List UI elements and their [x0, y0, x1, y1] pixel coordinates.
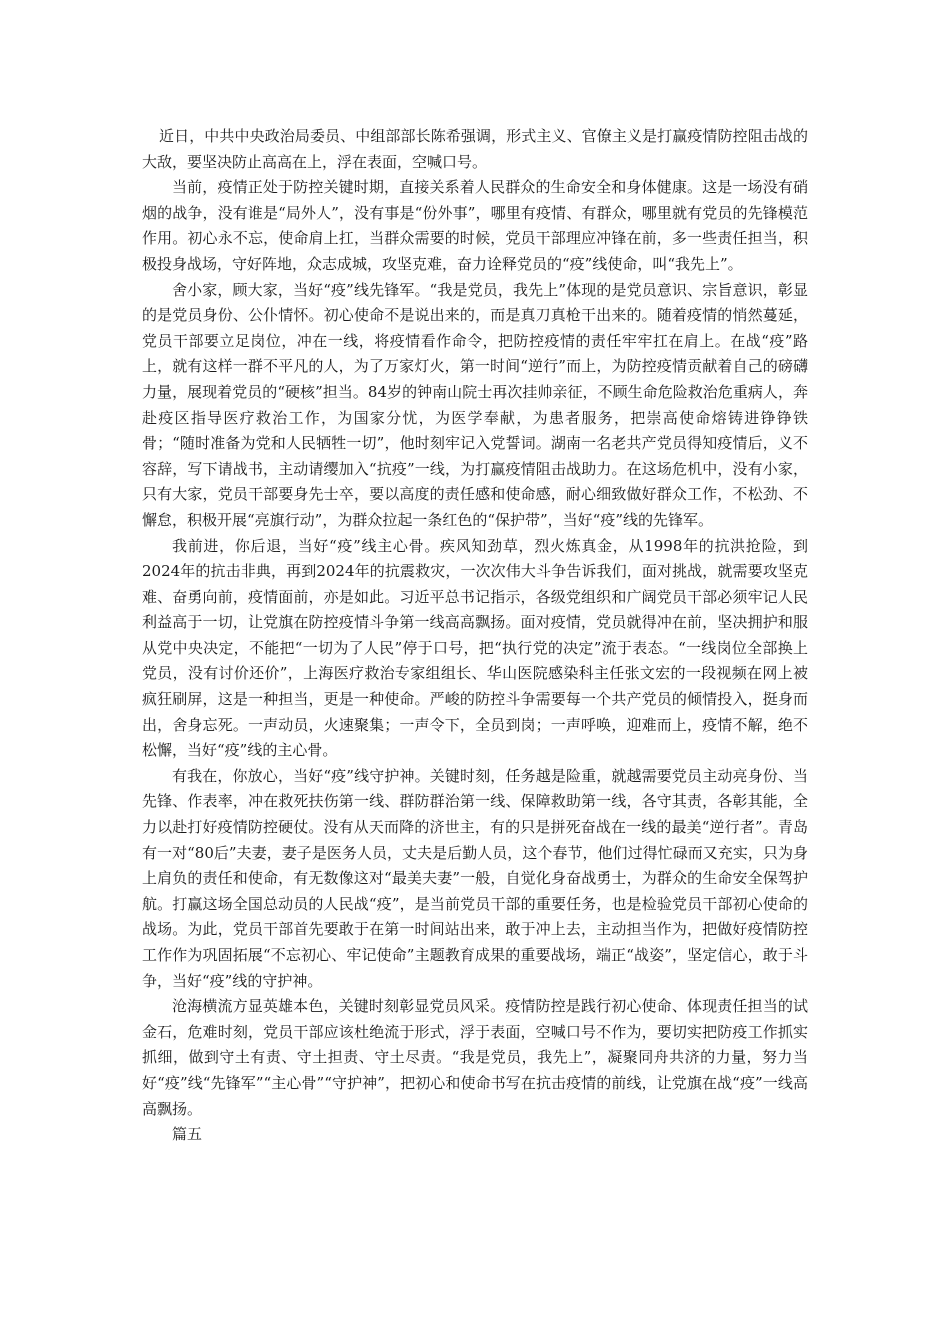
paragraph-backbone: 我前进，你后退，当好“疫”线主心骨。疾风知劲草，烈火炼真金，从1998年的抗洪抢险，到2024年的抗击非典，再到2024年的抗震救灾，一次次伟大斗争告诉我们，面对挑战，就需要攻坚克难、奋勇向前，疫情面前，亦是如此。习近平总书记指示，各级党组织和广阔党员干部必须牢记人民利益高于一切，让党旗在防控疫情斗争第一线高高飘扬。面对疫情，党员就得冲在前，坚决拥护和服从党中央决定，不能把“一切为了人民”停于口号，把“执行党的决定”流于表态。“一线岗位全部换上党员，没有讨价还价”，上海医疗救治专家组组长、华山医院感染科主任张文宏的一段视频在网上被疯狂刷屏，这是一种担当，更是一种使命。严峻的防控斗争需要每一个共产党员的倾情投入，挺身而出，舍身忘死。一声动员，火速聚集；一声令下，全员到岗；一声呼唤，迎难而上，疫情不解，绝不松懈，当好“疫”线的主心骨。: [142, 536, 808, 760]
paragraph-vanguard: 舍小家，顾大家，当好“疫”线先锋军。“我是党员，我先上”体现的是党员意识、宗旨意识，彰显的是党员身份、公仆情怀。初心使命不是说出来的，而是真刀真枪干出来的。随着疫情的悄然蔓延，党员干部要立足岗位，冲在一线，将疫情看作命令，把防控疫情的责任牢牢扛在肩上。在战“疫”路上，就有这样一群不平凡的人，为了万家灯火，第一时间“逆行”而上，为防控疫情贡献着自己的磅礴力量，展现着党员的“硬核”担当。84岁的钟南山院士再次挂帅亲征，不顾生命危险救治危重病人，奔赴疫区指导医疗救治工作，为国家分忧，为医学奉献，为患者服务，把崇高使命熔铸进铮铮铁骨；“随时准备为党和人民牺牲一切”，他时刻牢记入党誓词。湖南一名老共产党员得知疫情后，义不容辞，写下请战书，主动请缨加入“抗疫”一线，为打赢疫情阻击战助力。在这场危机中，没有小家，只有大家，党员干部要身先士卒，要以高度的责任感和使命感，耐心细致做好群众工作，不松劲、不懈怠，积极开展“亮旗行动”，为群众拉起一条红色的“保护带”，当好“疫”线的先锋军。: [142, 280, 808, 529]
document-page: [142, 124, 808, 1148]
paragraph-current-situation: 当前，疫情正处于防控关键时期，直接关系着人民群众的生命安全和身体健康。这是一场没有硝烟的战争，没有谁是“局外人”，没有事是“份外事”，哪里有疫情、有群众，哪里就有党员的先锋模范作用。初心永不忘，使命肩上扛，当群众需要的时候，党员干部理应冲锋在前，多一些责任担当，积极投身战场，守好阵地，众志成城，攻坚克难，奋力诠释党员的“疫”线使命，叫“我先上”。: [142, 178, 808, 273]
section-heading-next: 篇五: [172, 1125, 203, 1144]
paragraph-intro: 近日，中共中央政治局委员、中组部部长陈希强调，形式主义、官僚主义是打赢疫情防控阻击战的大敌，要坚决防止高高在上，浮在表面，空喊口号。: [142, 127, 808, 171]
paragraph-conclusion: 沧海横流方显英雄本色，关键时刻彰显党员风采。疫情防控是践行初心使命、体现责任担当的试金石，危难时刻，党员干部应该杜绝流于形式，浮于表面，空喊口号不作为，要切实把防疫工作抓实抓细，做到守土有责、守土担责、守土尽责。“我是党员，我先上”，凝聚同舟共济的力量，努力当好“疫”线“先锋军”“主心骨”“守护神”，把初心和使命书写在抗击疫情的前线，让党旗在战“疫”一线高高飘扬。: [142, 997, 808, 1118]
paragraph-guardian: 有我在，你放心，当好“疫”线守护神。关键时刻，任务越是险重，就越需要党员主动亮身份、当先锋、作表率，冲在救死扶伤第一线、群防群治第一线、保障救助第一线，各守其责，各彰其能，全力以赴打好疫情防控硬仗。没有从天而降的济世主，有的只是拼死奋战在一线的最美“逆行者”。青岛有一对“80后”夫妻，妻子是医务人员，丈夫是后勤人员，这个春节，他们过得忙碌而又充实，只为身上肩负的责任和使命，有无数像这对“最美夫妻”一般，自觉化身奋战勇士，为群众的生命安全保驾护航。打赢这场全国总动员的人民战“疫”，是当前党员干部的重要任务，也是检验党员干部初心使命的战场。为此，党员干部首先要敢于在第一时间站出来，敢于冲上去，主动担当作为，把做好疫情防控工作作为巩固拓展“不忘初心、牢记使命”主题教育成果的重要战场，端正“战姿”，坚定信心，敢于斗争，当好“疫”线的守护神。: [142, 766, 808, 990]
